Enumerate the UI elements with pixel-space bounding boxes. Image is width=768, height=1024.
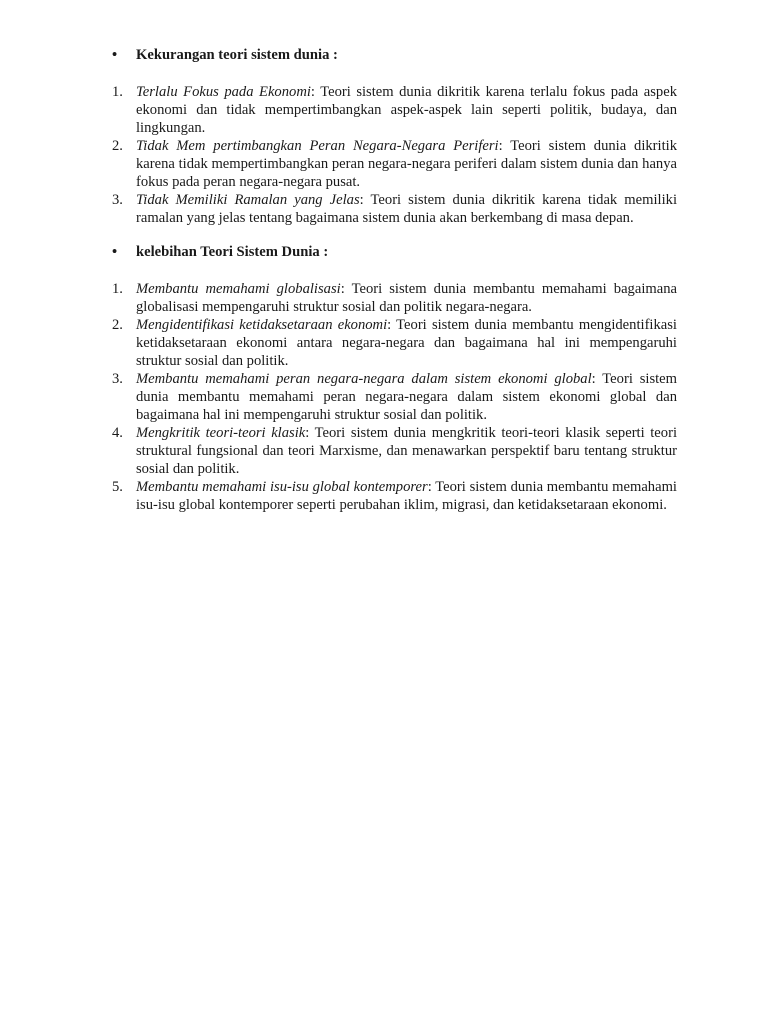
section-heading-text: kelebihan Teori Sistem Dunia : bbox=[136, 244, 329, 260]
list-item-term: Tidak Memiliki Ramalan yang Jelas bbox=[136, 192, 360, 208]
section-heading-text: Kekurangan teori sistem dunia : bbox=[136, 47, 338, 63]
kekurangan-list bbox=[112, 83, 677, 227]
list-item bbox=[112, 83, 677, 137]
list-item-text bbox=[136, 280, 677, 316]
list-item-description: : Teori sistem dunia mengkritik teori-teori klasik seperti teori struktural fungsional dan teori Marxisme, dan menawarkan perspektif baru tentang struktur sosial dan politik. bbox=[136, 425, 677, 477]
list-item-text bbox=[136, 424, 677, 478]
list-item-number: 1. bbox=[112, 84, 123, 100]
bullet-icon: • bbox=[112, 47, 118, 63]
list-item-description: : Teori sistem dunia membantu mengidentifikasi ketidaksetaraan ekonomi antara negara-negara dan bagaimana hal ini mempengaruhi struktur sosial dan politik. bbox=[136, 317, 677, 369]
list-item bbox=[112, 424, 677, 478]
list-item-term: Terlalu Fokus pada Ekonomi bbox=[136, 84, 311, 100]
section-heading-kelebihan bbox=[112, 243, 328, 261]
list-item bbox=[112, 280, 677, 316]
bullet-icon: • bbox=[112, 244, 118, 260]
list-item-text bbox=[136, 370, 677, 424]
list-item-text bbox=[136, 137, 677, 191]
list-item-number: 3. bbox=[112, 371, 123, 387]
list-item-term: Mengkritik teori-teori klasik bbox=[136, 425, 306, 441]
list-item-number: 5. bbox=[112, 479, 123, 495]
list-item-number: 3. bbox=[112, 192, 123, 208]
section-heading-kekurangan bbox=[112, 46, 338, 64]
list-item-description: : Teori sistem dunia dikritik karena tidak memiliki ramalan yang jelas tentang bagaimana sistem dunia akan berkembang di masa depan. bbox=[136, 192, 677, 226]
list-item-description: : Teori sistem dunia membantu memahami isu-isu global kontemporer seperti perubahan iklim, migrasi, dan ketidaksetaraan ekonomi. bbox=[136, 479, 677, 513]
list-item-text bbox=[136, 316, 677, 370]
list-item-text bbox=[136, 191, 677, 227]
list-item-number: 4. bbox=[112, 425, 123, 441]
list-item-term: Membantu memahami isu-isu global kontemporer bbox=[136, 479, 428, 495]
list-item-description: : Teori sistem dunia membantu memahami bagaimana globalisasi mempengaruhi struktur sosial dan politik negara-negara. bbox=[136, 281, 677, 315]
list-item-number: 1. bbox=[112, 281, 123, 297]
list-item-number: 2. bbox=[112, 138, 123, 154]
list-item-number: 2. bbox=[112, 317, 123, 333]
list-item-text bbox=[136, 478, 677, 514]
list-item-term: Membantu memahami peran negara-negara dalam sistem ekonomi global bbox=[136, 371, 592, 387]
list-item-description: : Teori sistem dunia dikritik karena tidak mempertimbangkan peran negara-negara periferi dalam sistem dunia dan hanya fokus pada peran negara-negara pusat. bbox=[136, 138, 677, 190]
list-item bbox=[112, 191, 677, 227]
kelebihan-list bbox=[112, 280, 677, 514]
list-item-description: : Teori sistem dunia membantu memahami peran negara-negara dalam sistem ekonomi global dan bagaimana hal ini mempengaruhi struktur sosial dan politik. bbox=[136, 371, 678, 423]
list-item-text bbox=[136, 83, 677, 137]
list-item-description: : Teori sistem dunia dikritik karena terlalu fokus pada aspek ekonomi dan tidak mempertimbangkan aspek-aspek lain seperti politik, budaya, dan lingkungan. bbox=[136, 84, 677, 136]
list-item-term: Membantu memahami globalisasi bbox=[136, 281, 341, 297]
list-item-term: Tidak Mem pertimbangkan Peran Negara-Negara Periferi bbox=[136, 138, 499, 154]
list-item bbox=[112, 137, 677, 191]
list-item bbox=[112, 370, 677, 424]
list-item bbox=[112, 478, 677, 514]
list-item-term: Mengidentifikasi ketidaksetaraan ekonomi bbox=[136, 317, 388, 333]
list-item bbox=[112, 316, 677, 370]
